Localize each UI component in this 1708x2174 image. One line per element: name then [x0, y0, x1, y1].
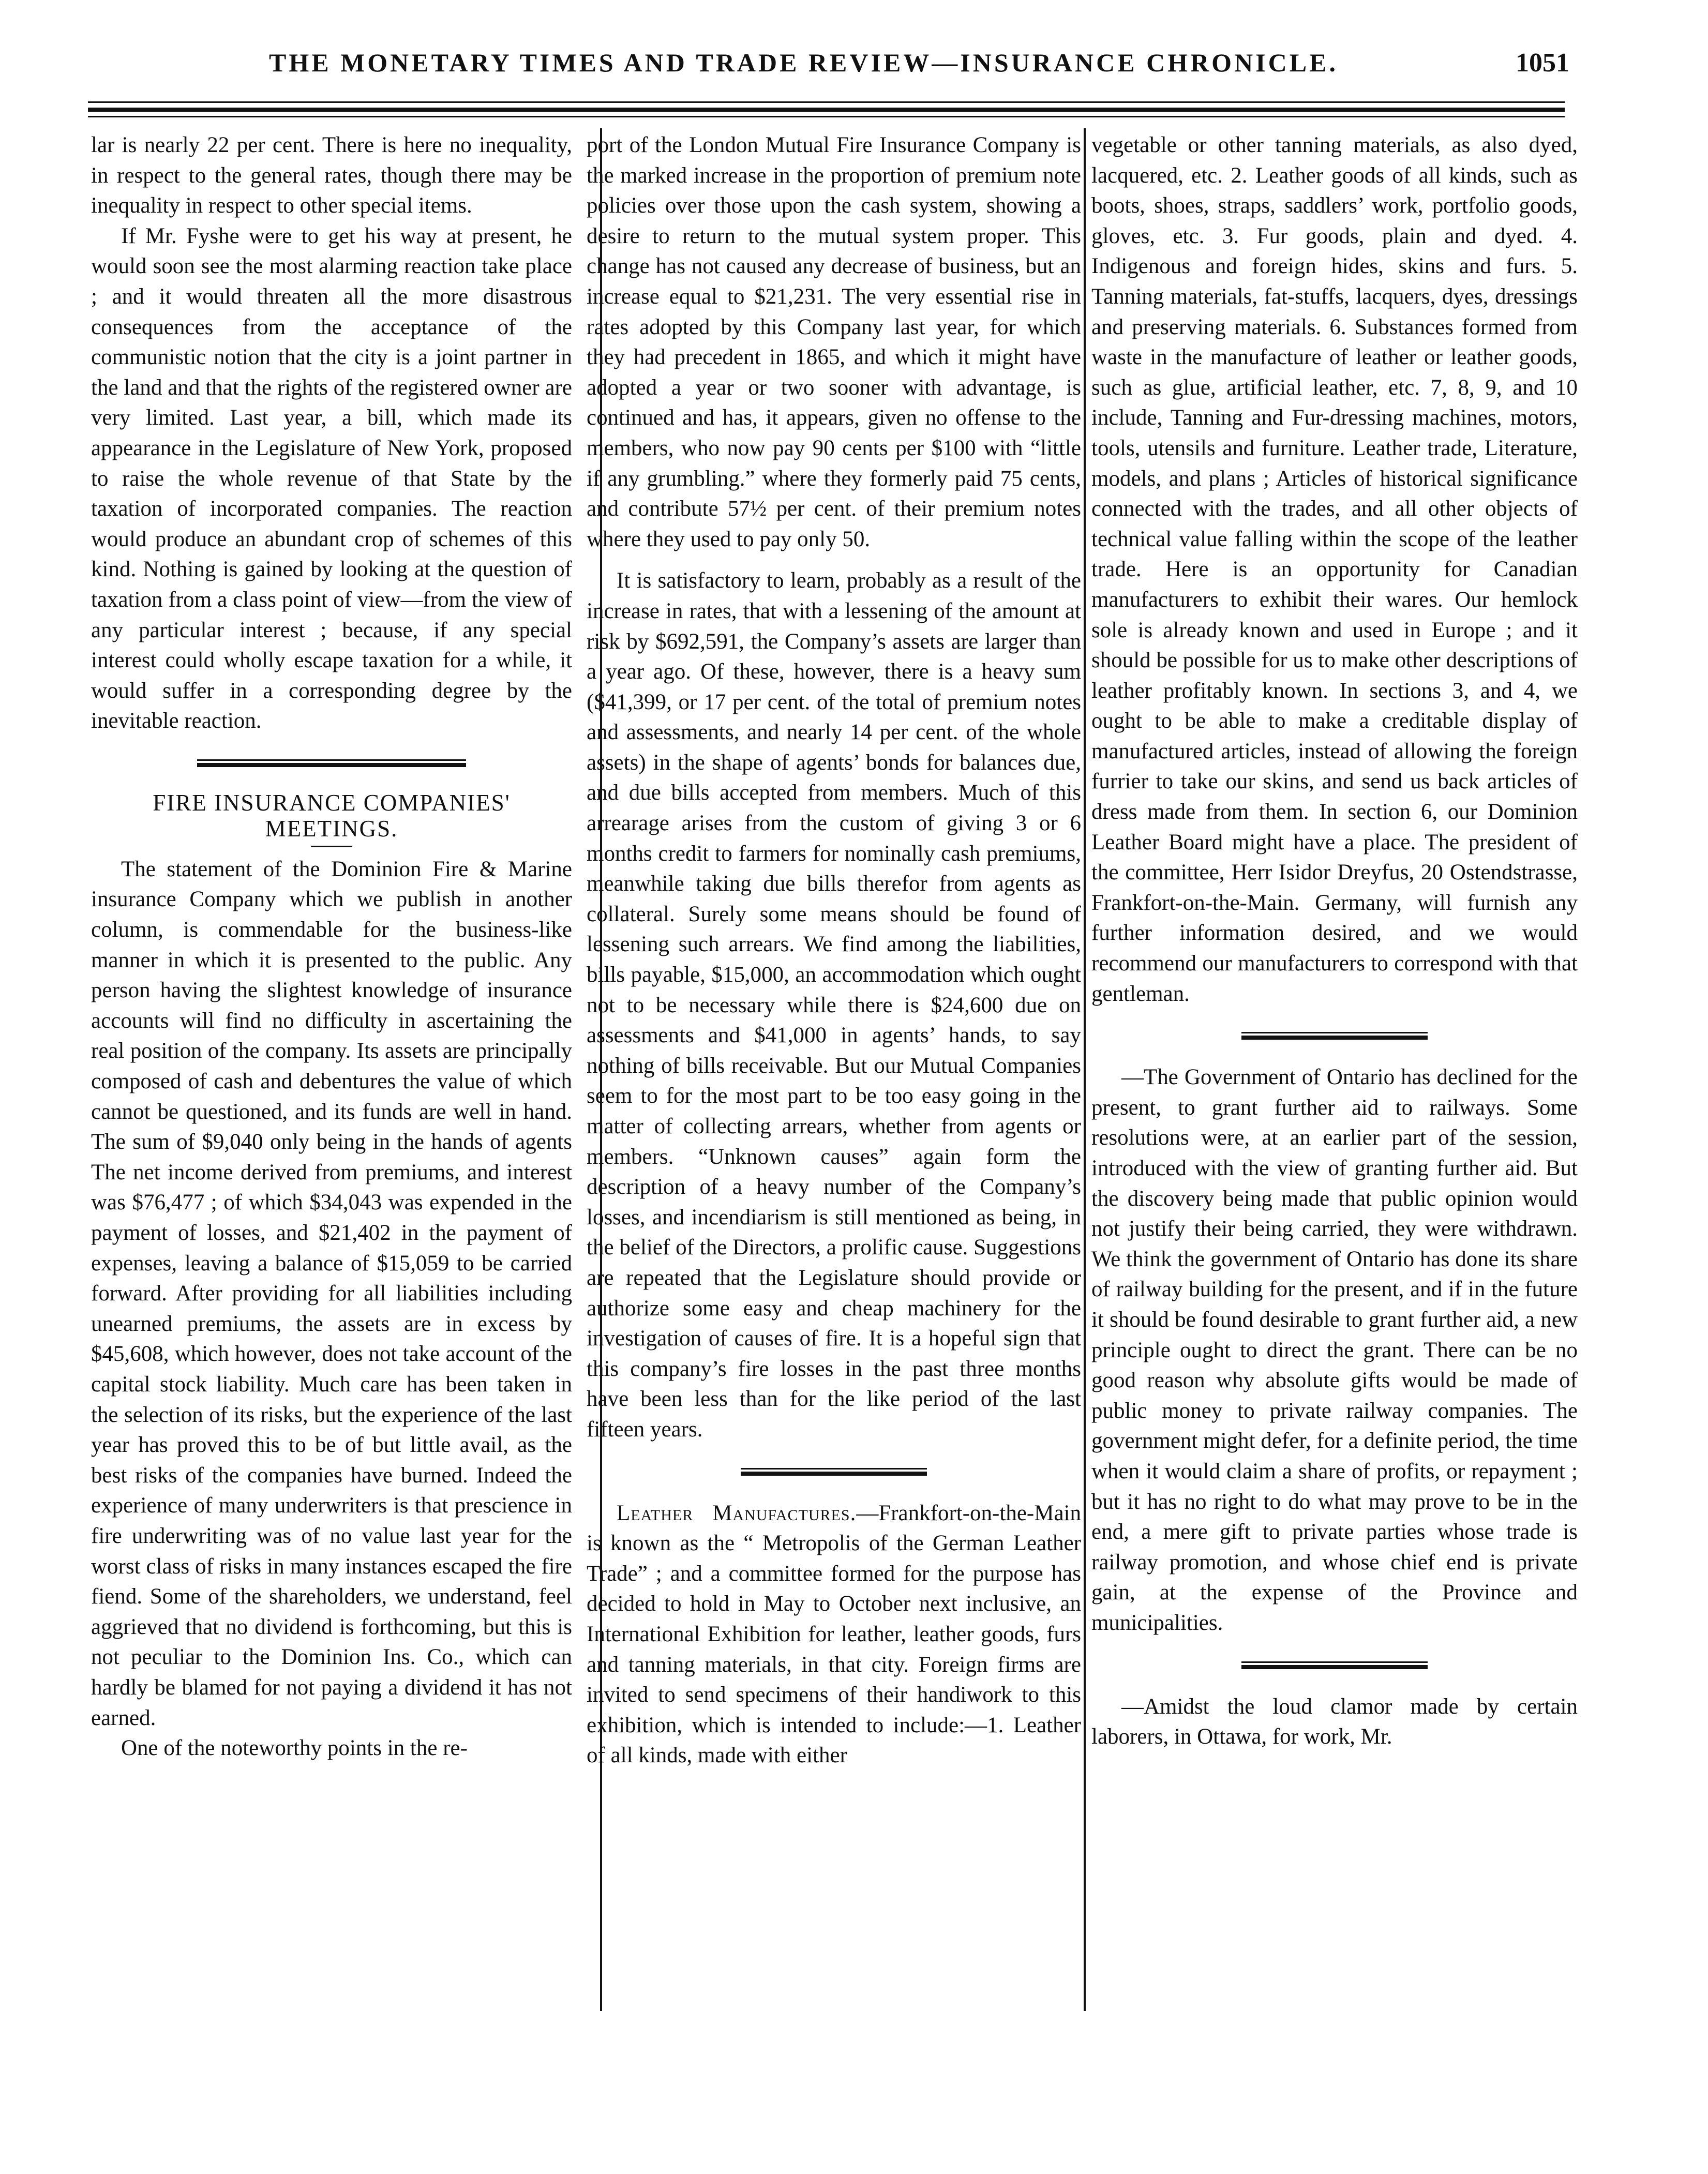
- section-divider: [1241, 1032, 1428, 1040]
- paragraph-ontario-railways: —The Government of Ontario has declined for the present, to grant further aid to railways. Some resolutions were, at an earlier part of the session, introduced with the view of granting further aid. But the discovery being made that public opinion would not justify their being carried, they were withdrawn. We think the government of Ontario has done its share of railway building for the present, and if in the future it should be found desirable to grant further aid, a new principle ought to direct the grant. There can be no good reason why absolute gifts would be made of public money to private railway companies. The government might defer, for a definite period, the time when it would claim a share of profits, or repayment ; but it has no right to do what may prove to be in the end, a mere gift to private parties whose trade is railway promotion, and whose chief end is private gain, at the expense of the Province and municipalities.: [1091, 1065, 1578, 1635]
- header-rule-thick: [88, 108, 1565, 112]
- section-divider: [741, 1468, 927, 1476]
- section-heading-fire-insurance: FIRE INSURANCE COMPANIES' MEETINGS.: [153, 789, 511, 842]
- paragraph-company-assets: It is satisfactory to learn, probably as a result of the increase in rates, that with a lessening of the amount at risk by $692,591, the Company’s assets are larger than a year ago. Of these, however, there is a heavy sum ($41,399, or 17 per cent. of the total of premium notes and assessments, and nearly 14 per cent. of the whole assets) in the shape of agents’ bonds for balances due, and due bills accepted from members. Much of this arrearage arises from the custom of giving 3 or 6 months credit to farmers for nominally cash premiums, meanwhile taking due bills therefor from agents as collateral. Surely some means should be found of lessening such arrears. We find among the liabilities, bills payable, $15,000, an accommodation which ought not to be necessary while there is $24,600 due on assessments and $41,000 in agents’ hands, to say nothing of bills receivable. But our Mutual Companies seem to for the most part to be too easy going in the matter of collecting arrears, whether from agents or members. “Unknown causes” again form the description of a heavy number of the Company’s losses, and incendiarism is still mentioned as being, in the belief of the Directors, a prolific cause. Suggestions are repeated that the Legislature should provide or authorize some easy and cheap machinery for the investigation of causes of fire. It is a hopeful sign that this company’s fire losses in the past three months have been less than for the like period of the last fifteen years.: [587, 568, 1081, 1442]
- paragraph-noteworthy-points: One of the noteworthy points in the re-: [121, 1736, 468, 1761]
- column-rule-right: [1084, 128, 1086, 2011]
- paragraph-london-mutual: port of the London Mutual Fire Insurance Company is the marked increase in the proportion of premium note policies over those upon the cash system, showing a desire to return to the mutual system proper. This change has not caused any decrease of business, but an increase equal to $21,231. The very essential rise in rates adopted by this Company last year, for which they had precedent in 1865, and which it might have adopted a year or two sooner with advantage, is continued and has, it appears, given no offense to the members, who now pay 90 cents per $100 with “little if any grumbling.” where they formerly paid 75 cents, and contribute 57½ per cent. of their premium notes where they used to pay only 50.: [587, 133, 1081, 551]
- running-title: THE MONETARY TIMES AND TRADE REVIEW—INSURANCE CHRONICLE.: [269, 48, 1338, 77]
- heading-underline: [311, 846, 352, 847]
- leather-manufactures-lead: Leather Manufactures.: [617, 1501, 857, 1525]
- section-divider: [1241, 1661, 1428, 1669]
- header-rule-thin: [88, 101, 1565, 103]
- paragraph-dominion-fire: The statement of the Dominion Fire & Marine insurance Company which we publish in another column, is commendable for the business-like manner in which it is presented to the public. Any person having the slightest knowledge of insurance accounts will find no difficulty in ascertaining the real position of the company. Its assets are principally composed of cash and debentures the value of which cannot be questioned, and its funds are well in hand. The sum of $9,040 only being in the hands of agents The net income derived from premiums, and interest was $76,477 ; of which $34,043 was expended in the payment of losses, and $21,402 in the payment of expenses, leaving a balance of $15,059 to be carried forward. After providing for all liabilities including unearned premiums, the assets are in excess by $45,608, which however, does not take account of the capital stock liability. Much care has been taken in the selection of its risks, but the experience of the last year has proved this to be of but little avail, as the best risks of the companies have burned. Indeed the experience of many underwriters is that prescience in fire underwriting was of no value last year for the worst class of risks in many instances escaped the fire fiend. Some of the shareholders, we understand, feel aggrieved that no dividend is forthcoming, but this is not peculiar to the Dominion Ins. Co., which can hardly be blamed for not paying a dividend it has not earned.: [91, 857, 572, 1730]
- paragraph-fyshe: If Mr. Fyshe were to get his way at present, he would soon see the most alarming reaction take place ; and it would threaten all the more disastrous consequences from the acceptance of the communistic notion that the city is a joint partner in the land and that the rights of the registered owner are very limited. Last year, a bill, which made its appearance in the Legislature of New York, proposed to raise the whole revenue of that State by the taxation of incorporated companies. The reaction would produce an abundant crop of schemes of this kind. Nothing is gained by looking at the question of taxation from a class point of view—from the view of any particular interest ; because, if any special interest could wholly escape taxation for a while, it would suffer in a corresponding degree by the inevitable reaction.: [91, 223, 572, 733]
- section-divider: [197, 759, 466, 767]
- paragraph-taxation-end: lar is nearly 22 per cent. There is here no inequality, in respect to the general rates, though there may be inequality in respect to other special items.: [91, 133, 572, 218]
- page-number: 1051: [1516, 48, 1569, 78]
- paragraph-ottawa-laborers: —Amidst the loud clamor made by certain laborers, in Ottawa, for work, Mr.: [1091, 1694, 1578, 1749]
- header-rule-thin-lower: [88, 116, 1565, 117]
- paragraph-leather-continued: vegetable or other tanning materials, as also dyed, lacquered, etc. 2. Leather goods of all kinds, such as boots, shoes, straps, saddlers’ work, portfolio goods, gloves, etc. 3. Fur goods, plain and dyed. 4. Indigenous and foreign hides, skins and furs. 5. Tanning materials, fat-stuffs, lacquers, dyes, dressings and preserving materials. 6. Substances formed from waste in the manufacture of leather or leather goods, such as glue, artificial leather, etc. 7, 8, 9, and 10 include, Tanning and Fur-dressing machines, motors, tools, utensils and furniture. Leather trade, Literature, models, and plans ; Articles of historical significance connected with the trades, and all other objects of technical value falling within the scope of the leather trade. Here is an opportunity for Canadian manufacturers to exhibit their wares. Our hemlock sole is already known and used in Europe ; and it should be possible for us to make other descriptions of leather profitably known. In sections 3, and 4, we ought to be able to make a creditable display of manufactured articles, instead of allowing the foreign furrier to take our skins, and send us back articles of dress made from them. In section 6, our Dominion Leather Board might have a place. The president of the committee, Herr Isidor Dreyfus, 20 Ostendstrasse, Frankfort-on-the-Main. Germany, will furnish any further information desired, and we would recommend our manufacturers to correspond with that gentleman.: [1091, 133, 1578, 1006]
- leather-manufactures-text: —Frankfort-on-the-Main is known as the “ Metropolis of the German Leather Trade” ; and a committee formed for the purpose has decided to hold in May to October next inclusive, an International Exhibition for leather, leather goods, furs and tanning materials, in that city. Foreign firms are invited to send specimens of their handiwork to this exhibition, which is intended to include:—1. Leather of all kinds, made with either: [587, 1501, 1081, 1768]
- paragraph-leather-manufactures: [587, 1498, 1081, 1771]
- column-right: [1091, 130, 1578, 1752]
- column-left: [91, 130, 572, 1764]
- column-middle: [587, 130, 1081, 1771]
